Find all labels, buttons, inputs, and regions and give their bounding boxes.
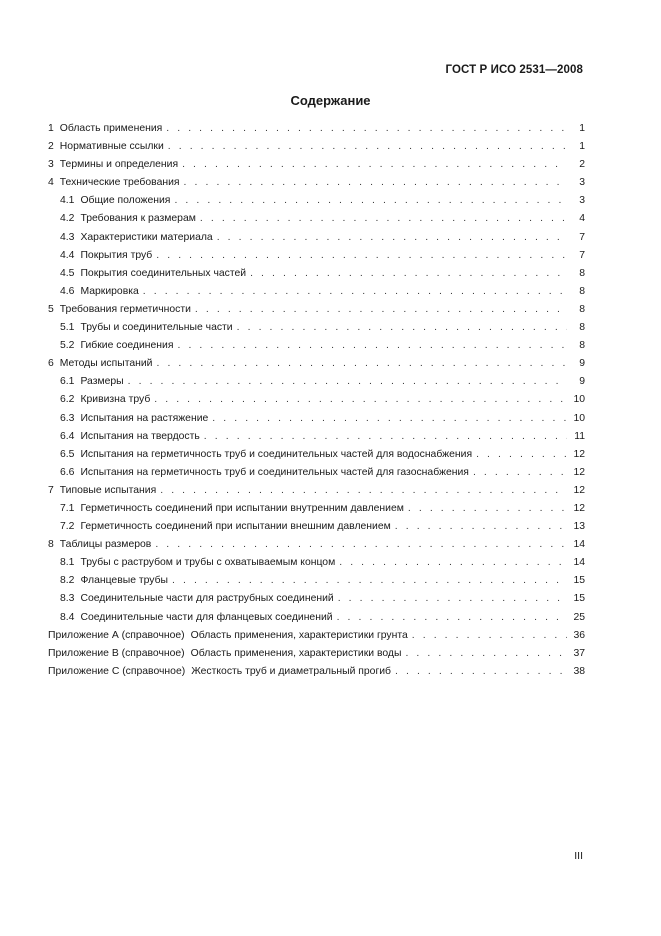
toc-entry[interactable] bbox=[48, 247, 585, 265]
toc-entry[interactable] bbox=[48, 645, 585, 663]
toc-entry-label bbox=[60, 609, 333, 627]
toc-leader-dots bbox=[412, 627, 567, 645]
toc-entry-title: Соединительные части для раструбных соединений bbox=[80, 593, 334, 605]
toc-entry-label bbox=[60, 192, 170, 210]
toc-entry-title: Технические требования bbox=[59, 177, 180, 189]
toc-entry-number: 8.1 bbox=[60, 557, 75, 569]
toc-entry-number: 7.2 bbox=[60, 521, 75, 533]
toc-entry[interactable] bbox=[48, 174, 585, 192]
toc-entry-label bbox=[60, 373, 124, 391]
toc-entry-page: 3 bbox=[579, 177, 585, 189]
toc-entry-title: Трубы с раструбом и трубы с охватываемым концом bbox=[80, 557, 336, 569]
toc-entry-number: 8.3 bbox=[60, 593, 75, 605]
toc-entry-number: 5.2 bbox=[60, 340, 75, 352]
toc-entry-page: 38 bbox=[573, 665, 585, 677]
toc-entry[interactable] bbox=[48, 120, 585, 138]
toc-entry[interactable] bbox=[48, 572, 585, 590]
toc-entry-title: Покрытия соединительных частей bbox=[80, 267, 247, 279]
toc-entry-page: 12 bbox=[573, 448, 585, 460]
toc-leader-dots bbox=[473, 464, 567, 482]
toc-leader-dots bbox=[338, 590, 567, 608]
toc-entry-number: 6.3 bbox=[60, 412, 75, 424]
toc-entry-page: 15 bbox=[573, 593, 585, 605]
toc-entry-page: 9 bbox=[579, 358, 585, 370]
toc-entry-page: 8 bbox=[579, 303, 585, 315]
toc-entry-title: Область применения, характеристики воды bbox=[190, 647, 402, 659]
toc-entry-number: 4.3 bbox=[60, 231, 75, 243]
toc-entry-title: Область применения, характеристики грунта bbox=[190, 629, 408, 641]
toc-leader-dots bbox=[174, 192, 567, 210]
toc-entry-page: 13 bbox=[573, 521, 585, 533]
toc-entry-page: 12 bbox=[573, 484, 585, 496]
toc-entry-number: 4.1 bbox=[60, 195, 75, 207]
toc-entry-title: Методы испытаний bbox=[59, 358, 153, 370]
toc-entry-title: Размеры bbox=[80, 376, 124, 388]
toc-entry[interactable] bbox=[48, 609, 585, 627]
toc-entry-label bbox=[60, 229, 213, 247]
toc-title: Содержание bbox=[290, 93, 371, 108]
toc-entry-title: Требования к размерам bbox=[80, 213, 196, 225]
toc-entry-label bbox=[60, 428, 200, 446]
toc-entry-number: 6.6 bbox=[60, 466, 75, 478]
toc-entry[interactable] bbox=[48, 627, 585, 645]
toc-entry-page: 8 bbox=[579, 340, 585, 352]
toc-leader-dots bbox=[408, 500, 567, 518]
toc-entry[interactable] bbox=[48, 355, 585, 373]
toc-entry[interactable] bbox=[48, 536, 585, 554]
toc-entry-number: Приложение С (справочное) bbox=[48, 665, 186, 677]
toc-entry-label bbox=[60, 410, 208, 428]
toc-entry-page: 7 bbox=[579, 231, 585, 243]
toc-entry-label bbox=[60, 210, 196, 228]
toc-leader-dots bbox=[204, 428, 567, 446]
toc-entry-number: 5 bbox=[48, 303, 54, 315]
toc-entry-page: 3 bbox=[579, 195, 585, 207]
toc-entry-title: Герметичность соединений при испытании внешним давлением bbox=[80, 521, 391, 533]
toc-entry-page: 1 bbox=[579, 123, 585, 134]
toc-entry[interactable] bbox=[48, 229, 585, 247]
toc-entry-title: Фланцевые трубы bbox=[80, 575, 169, 587]
toc-leader-dots bbox=[168, 138, 567, 156]
toc-entry-page: 25 bbox=[573, 611, 585, 623]
toc-leader-dots bbox=[339, 554, 567, 572]
toc-entry-label bbox=[48, 174, 180, 192]
toc-entry[interactable] bbox=[48, 210, 585, 228]
toc-entry-label bbox=[60, 247, 152, 265]
toc-entry-title: Соединительные части для фланцевых соединений bbox=[80, 611, 333, 623]
toc-entry-number: 4 bbox=[48, 177, 54, 189]
toc-entry-page: 9 bbox=[579, 376, 585, 388]
toc-entry-label bbox=[60, 500, 404, 518]
toc-entry-number: 6.2 bbox=[60, 394, 75, 406]
toc-leader-dots bbox=[184, 174, 567, 192]
page-number: III bbox=[574, 850, 583, 862]
toc-leader-dots bbox=[166, 120, 567, 138]
toc-entry-title: Жесткость труб и диаметральный прогиб bbox=[191, 665, 391, 677]
toc-entry-label bbox=[48, 627, 408, 645]
toc-entry[interactable] bbox=[48, 283, 585, 301]
toc-entry-label bbox=[48, 138, 164, 156]
toc-entry-number: 6.5 bbox=[60, 448, 75, 460]
toc-entry-title: Таблицы размеров bbox=[59, 539, 152, 551]
toc-entry[interactable] bbox=[48, 590, 585, 608]
toc-entry-title: Испытания на герметичность труб и соединительных частей для водоснабжения bbox=[80, 448, 473, 460]
toc-leader-dots bbox=[476, 446, 567, 464]
toc-entry-page: 2 bbox=[579, 159, 585, 171]
toc-leader-dots bbox=[200, 210, 567, 228]
toc-entry-title: Нормативные ссылки bbox=[59, 141, 164, 153]
toc-entry-page: 15 bbox=[573, 575, 585, 587]
toc-entry-label bbox=[48, 536, 151, 554]
toc-entry[interactable] bbox=[48, 192, 585, 210]
toc-leader-dots bbox=[128, 373, 567, 391]
toc-entry-number: 6 bbox=[48, 358, 54, 370]
toc-entry-page: 14 bbox=[573, 539, 585, 551]
toc-entry-label bbox=[60, 464, 469, 482]
toc-entry-title: Характеристики материала bbox=[80, 231, 213, 243]
toc-entry-number: 4.4 bbox=[60, 249, 75, 261]
toc-entry-number: Приложение А (справочное) bbox=[48, 629, 185, 641]
toc-entry-label bbox=[48, 301, 191, 319]
toc-leader-dots bbox=[395, 663, 567, 681]
toc-entry-page: 10 bbox=[573, 412, 585, 424]
toc-entry-number: 8.4 bbox=[60, 611, 75, 623]
toc-entry[interactable] bbox=[48, 373, 585, 391]
toc-entry[interactable] bbox=[48, 482, 585, 500]
toc-entry-label bbox=[60, 518, 391, 536]
toc-entry[interactable] bbox=[48, 138, 585, 156]
toc-entry[interactable] bbox=[48, 301, 585, 319]
toc-entry-number: 5.1 bbox=[60, 322, 75, 334]
toc-entry-label bbox=[60, 319, 233, 337]
toc-entry-page: 36 bbox=[573, 629, 585, 641]
toc-leader-dots bbox=[195, 301, 567, 319]
toc-entry-page: 37 bbox=[573, 647, 585, 659]
toc-entry-number: 4.2 bbox=[60, 213, 75, 225]
toc-entry-page: 7 bbox=[579, 249, 585, 261]
toc-entry[interactable] bbox=[48, 391, 585, 409]
standard-code: ГОСТ Р ИСО 2531—2008 bbox=[445, 64, 583, 76]
toc-entry-title: Типовые испытания bbox=[59, 484, 157, 496]
toc-entry-label bbox=[48, 482, 156, 500]
toc-entry-label bbox=[60, 391, 150, 409]
toc-entry-label bbox=[48, 156, 178, 174]
toc-leader-dots bbox=[182, 156, 567, 174]
toc-entry-title: Требования герметичности bbox=[59, 303, 191, 315]
toc-entry-title: Область применения bbox=[59, 123, 163, 134]
toc-entry-label bbox=[60, 265, 246, 283]
toc-entry[interactable] bbox=[48, 518, 585, 536]
toc-entry-number: 1 bbox=[48, 123, 54, 134]
toc-entry-number: 8.2 bbox=[60, 575, 75, 587]
toc-entry-title: Герметичность соединений при испытании внутренним давлением bbox=[80, 502, 404, 514]
toc-entry-label bbox=[60, 572, 168, 590]
toc-entry-page: 14 bbox=[573, 557, 585, 569]
toc-entry[interactable] bbox=[48, 464, 585, 482]
toc-entry-label bbox=[48, 355, 152, 373]
toc-entry-page: 8 bbox=[579, 322, 585, 334]
toc-entry-page: 4 bbox=[579, 213, 585, 225]
toc-leader-dots bbox=[237, 319, 567, 337]
toc-entry[interactable] bbox=[48, 554, 585, 572]
toc-entry-number: 6.1 bbox=[60, 376, 75, 388]
toc-entry-page: 8 bbox=[579, 267, 585, 279]
toc-entry-number: 4.5 bbox=[60, 267, 75, 279]
toc-entry-label bbox=[60, 446, 472, 464]
toc-entry-title: Общие положения bbox=[80, 195, 171, 207]
toc-entry[interactable] bbox=[48, 337, 585, 355]
toc-entry-label bbox=[60, 590, 334, 608]
toc-entry-label bbox=[48, 663, 391, 681]
toc-leader-dots bbox=[143, 283, 567, 301]
toc-entry-title: Термины и определения bbox=[59, 159, 179, 171]
toc-entry-title: Покрытия труб bbox=[80, 249, 153, 261]
toc-entry-title: Испытания на герметичность труб и соединительных частей для газоснабжения bbox=[80, 466, 469, 478]
toc-entry-title: Маркировка bbox=[80, 285, 139, 297]
toc-entry-label bbox=[60, 337, 173, 355]
toc-entry-title: Испытания на твердость bbox=[80, 430, 200, 442]
toc-leader-dots bbox=[160, 482, 567, 500]
toc-entry-number: 2 bbox=[48, 141, 54, 153]
toc-entry-label bbox=[48, 645, 401, 663]
toc-entry-title: Гибкие соединения bbox=[80, 340, 174, 352]
toc-leader-dots bbox=[155, 536, 567, 554]
toc-entry-page: 8 bbox=[579, 285, 585, 297]
toc-entry-number: 7.1 bbox=[60, 502, 75, 514]
toc-entry-label bbox=[60, 554, 335, 572]
toc-entry-number: Приложение В (справочное) bbox=[48, 647, 185, 659]
toc-entry-label bbox=[60, 283, 139, 301]
toc-entry[interactable] bbox=[48, 446, 585, 464]
toc-leader-dots bbox=[405, 645, 567, 663]
toc-leader-dots bbox=[156, 247, 567, 265]
toc-leader-dots bbox=[217, 229, 567, 247]
toc-entry-number: 7 bbox=[48, 484, 54, 496]
toc-entry-label bbox=[48, 120, 162, 138]
toc-leader-dots bbox=[156, 355, 567, 373]
table-of-contents bbox=[48, 120, 585, 681]
toc-leader-dots bbox=[337, 609, 567, 627]
toc-entry-page: 12 bbox=[573, 502, 585, 514]
toc-entry-title: Кривизна труб bbox=[80, 394, 151, 406]
toc-entry-page: 1 bbox=[579, 141, 585, 153]
toc-leader-dots bbox=[172, 572, 567, 590]
toc-entry[interactable] bbox=[48, 265, 585, 283]
toc-entry-number: 8 bbox=[48, 539, 54, 551]
toc-leader-dots bbox=[250, 265, 567, 283]
toc-entry-number: 4.6 bbox=[60, 285, 75, 297]
toc-leader-dots bbox=[177, 337, 567, 355]
toc-entry-page: 11 bbox=[574, 430, 585, 442]
toc-entry[interactable] bbox=[48, 156, 585, 174]
toc-entry[interactable] bbox=[48, 663, 585, 681]
toc-entry[interactable] bbox=[48, 500, 585, 518]
toc-entry-title: Трубы и соединительные части bbox=[80, 322, 233, 334]
toc-entry-number: 6.4 bbox=[60, 430, 75, 442]
toc-entry[interactable] bbox=[48, 410, 585, 428]
toc-leader-dots bbox=[212, 410, 567, 428]
toc-entry-page: 12 bbox=[573, 466, 585, 478]
toc-leader-dots bbox=[395, 518, 567, 536]
toc-entry-page: 10 bbox=[573, 394, 585, 406]
toc-entry-title: Испытания на растяжение bbox=[80, 412, 209, 424]
toc-entry[interactable] bbox=[48, 319, 585, 337]
toc-entry-number: 3 bbox=[48, 159, 54, 171]
toc-entry[interactable] bbox=[48, 428, 585, 446]
toc-leader-dots bbox=[154, 391, 567, 409]
